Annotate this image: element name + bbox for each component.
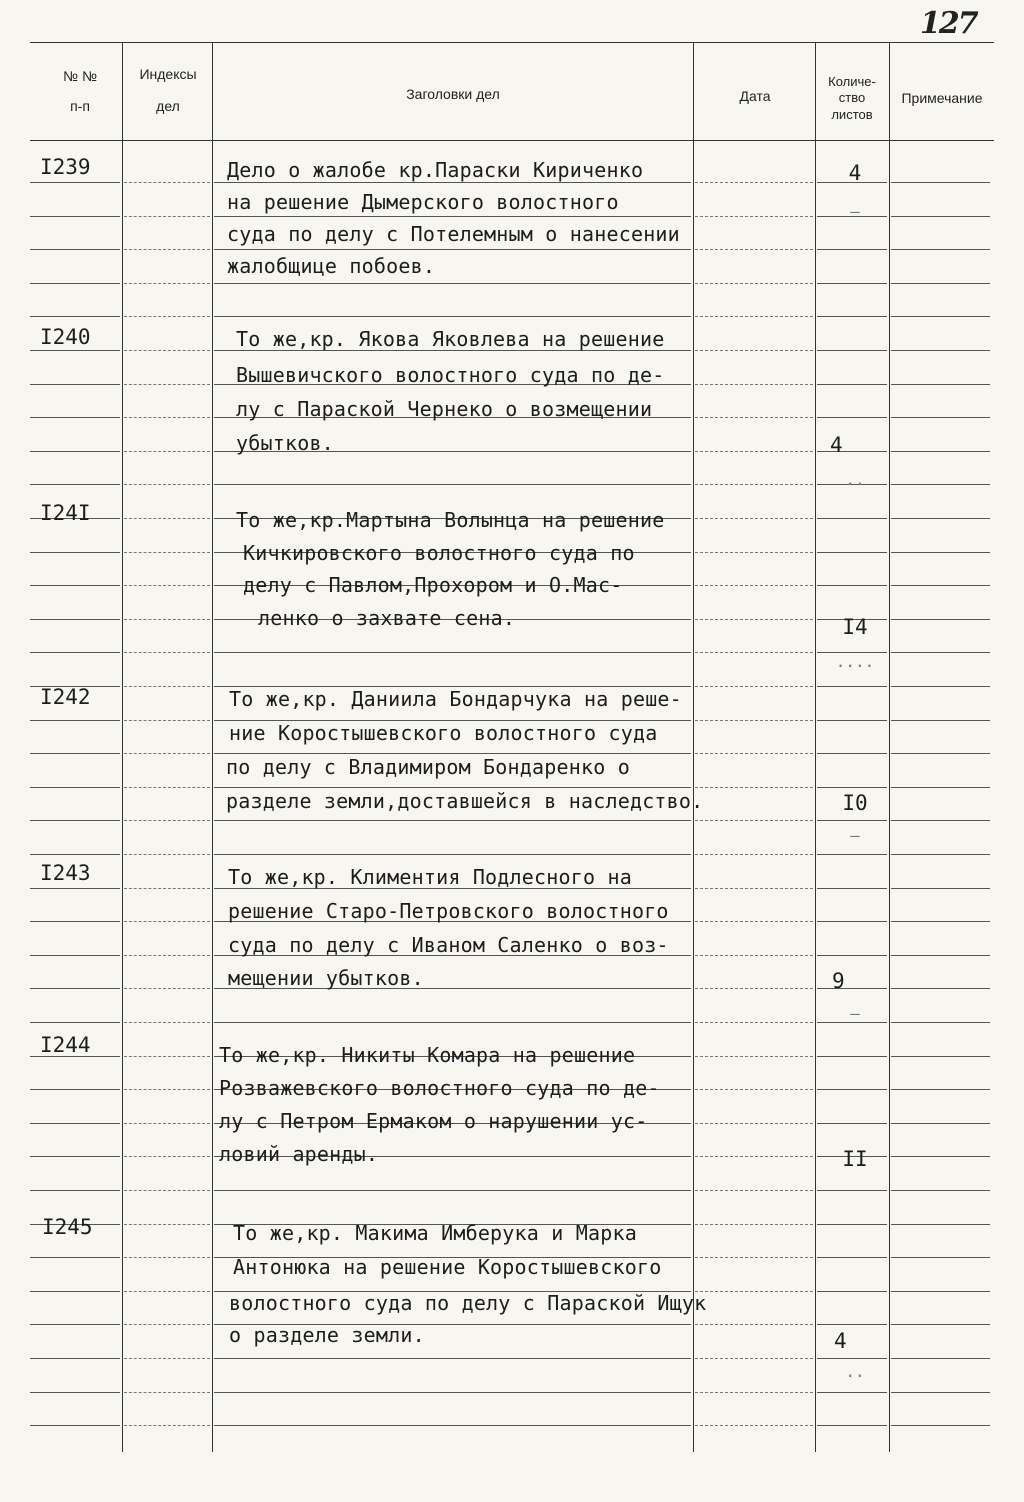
entry-title-line: То же,кр. Якова Яковлева на решение: [236, 327, 665, 351]
header-index-line1: Индексы: [139, 66, 197, 82]
ruled-line: [817, 518, 887, 519]
ruled-line: [214, 854, 691, 855]
ruled-line: [124, 753, 210, 754]
entry-number: I242: [40, 685, 91, 709]
ruled-line: [891, 216, 990, 217]
ruled-line: [817, 316, 887, 317]
ruled-line: [30, 1291, 120, 1292]
ruled-line: [817, 1224, 887, 1225]
entry-title-line: делу с Павлом,Прохором и О.Мас-: [243, 573, 623, 597]
ruled-line: [30, 921, 120, 922]
ruled-line: [817, 1392, 887, 1393]
ruled-line: [695, 1056, 813, 1057]
sheet-count: II: [842, 1147, 868, 1171]
ruled-line: [30, 1156, 120, 1157]
ruled-line: [695, 1089, 813, 1090]
ruled-line: [695, 955, 813, 956]
ruled-line: [30, 585, 120, 586]
ruled-line: [891, 753, 990, 754]
ruled-line: [124, 216, 210, 217]
ruled-line: [891, 820, 990, 821]
header-number-line1: № №: [63, 68, 97, 84]
ruled-line: [891, 484, 990, 485]
sheet-count: 4: [830, 433, 843, 457]
entry-title-line: То же,кр. Никиты Комара на решение: [219, 1043, 636, 1067]
ruled-line: [30, 955, 120, 956]
ruled-line: [124, 854, 210, 855]
ruled-line: [30, 384, 120, 385]
header-count-line3: листов: [831, 106, 873, 122]
ruled-line: [124, 384, 210, 385]
ruled-line: [817, 686, 887, 687]
ruled-line: [891, 854, 990, 855]
ruled-line: [124, 1291, 210, 1292]
ruled-line: [124, 1190, 210, 1191]
ruled-line: [124, 988, 210, 989]
ruled-line: [695, 854, 813, 855]
ruled-line: [891, 955, 990, 956]
ruled-line: [695, 1324, 813, 1325]
ruled-line: [695, 652, 813, 653]
ruled-line: [695, 350, 813, 351]
ruled-line: [891, 1291, 990, 1292]
ruled-line: [30, 1392, 120, 1393]
ruled-line: [817, 1291, 887, 1292]
ruled-line: [695, 384, 813, 385]
ruled-line: [817, 753, 887, 754]
ruled-line: [891, 1190, 990, 1191]
ruled-line: [30, 451, 120, 452]
ruled-line: [214, 249, 691, 250]
ruled-line: [695, 182, 813, 183]
ruled-line: [891, 283, 990, 284]
entry-title-line: ленко о захвате сена.: [258, 606, 516, 630]
entry-title-line: разделе земли,доставшейся в наследство.: [226, 789, 704, 813]
entry-title-line: ловий аренды.: [219, 1142, 379, 1166]
ruled-line: [695, 216, 813, 217]
header-index: [124, 66, 212, 115]
header-date: Дата: [739, 88, 771, 104]
ruled-line: [124, 1156, 210, 1157]
entry-title-line: Дело о жалобе кр.Параски Кириченко: [227, 158, 644, 182]
entry-title-line: Антонюка на решение Коростышевского: [233, 1255, 662, 1279]
ruled-line: [695, 888, 813, 889]
ruled-line: [124, 1056, 210, 1057]
ruled-line: [695, 283, 813, 284]
ruled-line: [891, 417, 990, 418]
ruled-line: [30, 652, 120, 653]
ruled-line: [124, 585, 210, 586]
ruled-line: [891, 1022, 990, 1023]
entry-title-line: суда по делу с Потелемным о нанесении: [227, 222, 680, 246]
ruled-line: [695, 1022, 813, 1023]
dash-mark: ....: [835, 652, 875, 671]
ruled-line: [124, 1257, 210, 1258]
ruled-line: [817, 585, 887, 586]
column-divider-3: [693, 42, 694, 1452]
ruled-line: [695, 417, 813, 418]
entry-title-line: на решение Дымерского волостного: [227, 190, 619, 214]
ruled-line: [817, 1324, 887, 1325]
ruled-line: [891, 1123, 990, 1124]
entry-title-line: Розважевского волостного суда по де-: [219, 1076, 660, 1100]
ruled-line: [891, 720, 990, 721]
ruled-line: [124, 787, 210, 788]
ruled-line: [695, 451, 813, 452]
ruled-line: [695, 720, 813, 721]
ruled-line: [695, 552, 813, 553]
ruled-line: [891, 350, 990, 351]
column-divider-1: [122, 42, 123, 1452]
page-number: 127: [920, 6, 977, 41]
ruled-line: [124, 652, 210, 653]
dash-mark: ..: [845, 1362, 865, 1381]
ruled-line: [695, 1257, 813, 1258]
ruled-line: [891, 1392, 990, 1393]
ruled-line: [214, 484, 691, 485]
ruled-line: [817, 854, 887, 855]
ruled-line: [817, 1089, 887, 1090]
ruled-line: [30, 417, 120, 418]
ruled-line: [30, 182, 120, 183]
sheet-count: 4: [834, 1329, 847, 1353]
ruled-line: [695, 988, 813, 989]
ruled-line: [891, 787, 990, 788]
sheet-count: 4: [848, 161, 862, 185]
ruled-line: [30, 1089, 120, 1090]
ruled-line: [891, 1324, 990, 1325]
dash-mark: ..: [845, 470, 865, 489]
ruled-line: [30, 316, 120, 317]
ruled-line: [30, 484, 120, 485]
ruled-line: [891, 585, 990, 586]
table-top-border: [30, 42, 994, 43]
entry-title-line: лу с Параской Чернеко о возмещении: [236, 397, 653, 421]
entry-title-line: То же,кр. Климентия Подлесного на: [228, 865, 632, 889]
header-count-line1: Количе-: [828, 74, 876, 89]
ruled-line: [214, 1022, 691, 1023]
ruled-line: [695, 921, 813, 922]
ruled-line: [214, 283, 691, 284]
ruled-line: [817, 1056, 887, 1057]
ruled-line: [695, 753, 813, 754]
ruled-line: [124, 283, 210, 284]
ruled-line: [891, 652, 990, 653]
ruled-line: [891, 552, 990, 553]
header-note: Примечание: [901, 90, 983, 106]
ruled-line: [891, 619, 990, 620]
ruled-line: [695, 249, 813, 250]
ruled-line: [891, 1358, 990, 1359]
ruled-line: [695, 1190, 813, 1191]
ruled-line: [695, 787, 813, 788]
sheet-count: I0: [842, 791, 868, 815]
entry-title-line: о разделе земли.: [229, 1323, 425, 1347]
ruled-line: [124, 955, 210, 956]
ruled-line: [695, 585, 813, 586]
ruled-line: [124, 1022, 210, 1023]
ruled-line: [695, 1291, 813, 1292]
ruled-line: [30, 283, 120, 284]
ruled-line: [124, 619, 210, 620]
ruled-line: [891, 1056, 990, 1057]
ruled-line: [124, 350, 210, 351]
ruled-line: [124, 518, 210, 519]
entry-title-line: решение Старо-Петровского волостного: [228, 899, 669, 923]
entry-title-line: суда по делу с Иваном Саленко о воз-: [228, 933, 669, 957]
ruled-line: [891, 1089, 990, 1090]
ruled-line: [695, 1358, 813, 1359]
ruled-line: [214, 1425, 691, 1426]
entry-title-line: жалобщице побоев.: [227, 254, 436, 278]
ruled-line: [30, 720, 120, 721]
ruled-line: [817, 384, 887, 385]
ruled-line: [891, 384, 990, 385]
ruled-line: [30, 787, 120, 788]
entry-number: I245: [42, 1215, 93, 1239]
sheet-count: I4: [842, 615, 868, 639]
ruled-line: [695, 1392, 813, 1393]
ruled-line: [30, 216, 120, 217]
ruled-line: [30, 1425, 120, 1426]
entry-number: I24I: [40, 501, 91, 525]
header-titles: Заголовки дел: [406, 86, 500, 102]
ruled-line: [891, 1257, 990, 1258]
ruled-line: [124, 1358, 210, 1359]
ruled-line: [891, 316, 990, 317]
ruled-line: [124, 484, 210, 485]
ruled-line: [817, 1123, 887, 1124]
header-count: [816, 74, 888, 123]
header-index-line2: дел: [156, 97, 180, 114]
entry-title-line: Кичкировского волостного суда по: [243, 541, 635, 565]
ruled-line: [695, 1156, 813, 1157]
entry-title-line: лу с Петром Ермаком о нарушении ус-: [219, 1109, 648, 1133]
ruled-line: [30, 619, 120, 620]
ruled-line: [214, 316, 691, 317]
ruled-line: [124, 451, 210, 452]
ruled-line: [30, 988, 120, 989]
ruled-line: [30, 854, 120, 855]
ruled-line: [124, 249, 210, 250]
ruled-line: [124, 921, 210, 922]
ruled-line: [124, 686, 210, 687]
ruled-line: [817, 1425, 887, 1426]
ruled-line: [817, 921, 887, 922]
ruled-line: [214, 652, 691, 653]
entry-title-line: убытков.: [236, 431, 334, 455]
ruled-line: [30, 1324, 120, 1325]
ruled-line: [695, 1123, 813, 1124]
dash-mark: ‒: [850, 1004, 860, 1023]
ruled-line: [124, 1224, 210, 1225]
ruled-line: [817, 1257, 887, 1258]
column-divider-5: [889, 42, 890, 1452]
ruled-line: [817, 417, 887, 418]
ruled-line: [124, 1123, 210, 1124]
ruled-line: [891, 686, 990, 687]
column-divider-4: [815, 42, 816, 1452]
entry-title-line: То же,кр. Макима Имберука и Марка: [233, 1221, 637, 1245]
ruled-line: [124, 1324, 210, 1325]
entry-title-line: То же,кр.Мартына Волынца на решение: [236, 508, 665, 532]
ruled-line: [695, 316, 813, 317]
ruled-line: [124, 1425, 210, 1426]
ruled-line: [891, 182, 990, 183]
ruled-line: [124, 417, 210, 418]
ruled-line: [817, 350, 887, 351]
ruled-line: [817, 955, 887, 956]
entry-title-line: мещении убытков.: [228, 966, 424, 990]
header-bottom-border: [30, 140, 994, 141]
ruled-line: [817, 552, 887, 553]
ruled-line: [891, 249, 990, 250]
ruled-line: [30, 820, 120, 821]
sheet-count: 9: [832, 969, 845, 993]
entry-title-line: Вышевичского волостного суда по де-: [236, 363, 665, 387]
ruled-line: [817, 249, 887, 250]
ruled-line: [891, 518, 990, 519]
ruled-line: [817, 720, 887, 721]
ruled-line: [817, 888, 887, 889]
entry-title-line: ние Коростышевского волостного суда: [229, 721, 658, 745]
entry-number: I240: [40, 325, 91, 349]
ruled-line: [817, 820, 887, 821]
entry-number: I239: [40, 155, 91, 179]
ruled-line: [124, 1089, 210, 1090]
entry-number: I243: [40, 861, 91, 885]
entry-title-line: То же,кр. Даниила Бондарчука на реше-: [229, 687, 682, 711]
ruled-line: [30, 1257, 120, 1258]
header-number: [40, 68, 120, 115]
ruled-line: [695, 820, 813, 821]
ruled-line: [695, 1425, 813, 1426]
ruled-line: [124, 820, 210, 821]
dash-mark: ‒: [850, 202, 860, 221]
dash-mark: ‒: [850, 826, 860, 845]
ruled-line: [891, 888, 990, 889]
ruled-line: [695, 686, 813, 687]
ruled-line: [214, 820, 691, 821]
entry-title-line: волостного суда по делу с Параской Ищук: [229, 1291, 707, 1315]
ruled-line: [124, 182, 210, 183]
ruled-line: [891, 451, 990, 452]
header-count-line2: ство: [838, 90, 866, 106]
ruled-line: [30, 1022, 120, 1023]
ruled-line: [124, 720, 210, 721]
ruled-line: [817, 1358, 887, 1359]
ruled-line: [30, 249, 120, 250]
ruled-line: [214, 1392, 691, 1393]
ruled-line: [30, 1123, 120, 1124]
ruled-line: [30, 753, 120, 754]
ruled-line: [891, 988, 990, 989]
ruled-line: [30, 1190, 120, 1191]
ruled-line: [214, 1190, 691, 1191]
ruled-line: [891, 1156, 990, 1157]
ruled-line: [124, 552, 210, 553]
ruled-line: [695, 1224, 813, 1225]
ruled-line: [891, 1425, 990, 1426]
ruled-line: [30, 552, 120, 553]
ruled-line: [817, 283, 887, 284]
ruled-line: [214, 1358, 691, 1359]
ruled-line: [124, 1392, 210, 1393]
ruled-line: [695, 484, 813, 485]
ruled-line: [30, 888, 120, 889]
ruled-line: [30, 1358, 120, 1359]
header-number-line2: п-п: [70, 97, 90, 114]
ruled-line: [891, 921, 990, 922]
ruled-line: [124, 888, 210, 889]
ruled-line: [124, 316, 210, 317]
column-divider-2: [212, 42, 213, 1452]
ruled-line: [695, 518, 813, 519]
ruled-line: [891, 1224, 990, 1225]
ruled-line: [817, 1190, 887, 1191]
ruled-line: [695, 619, 813, 620]
entry-title-line: по делу с Владимиром Бондаренко о: [226, 755, 630, 779]
entry-number: I244: [40, 1033, 91, 1057]
